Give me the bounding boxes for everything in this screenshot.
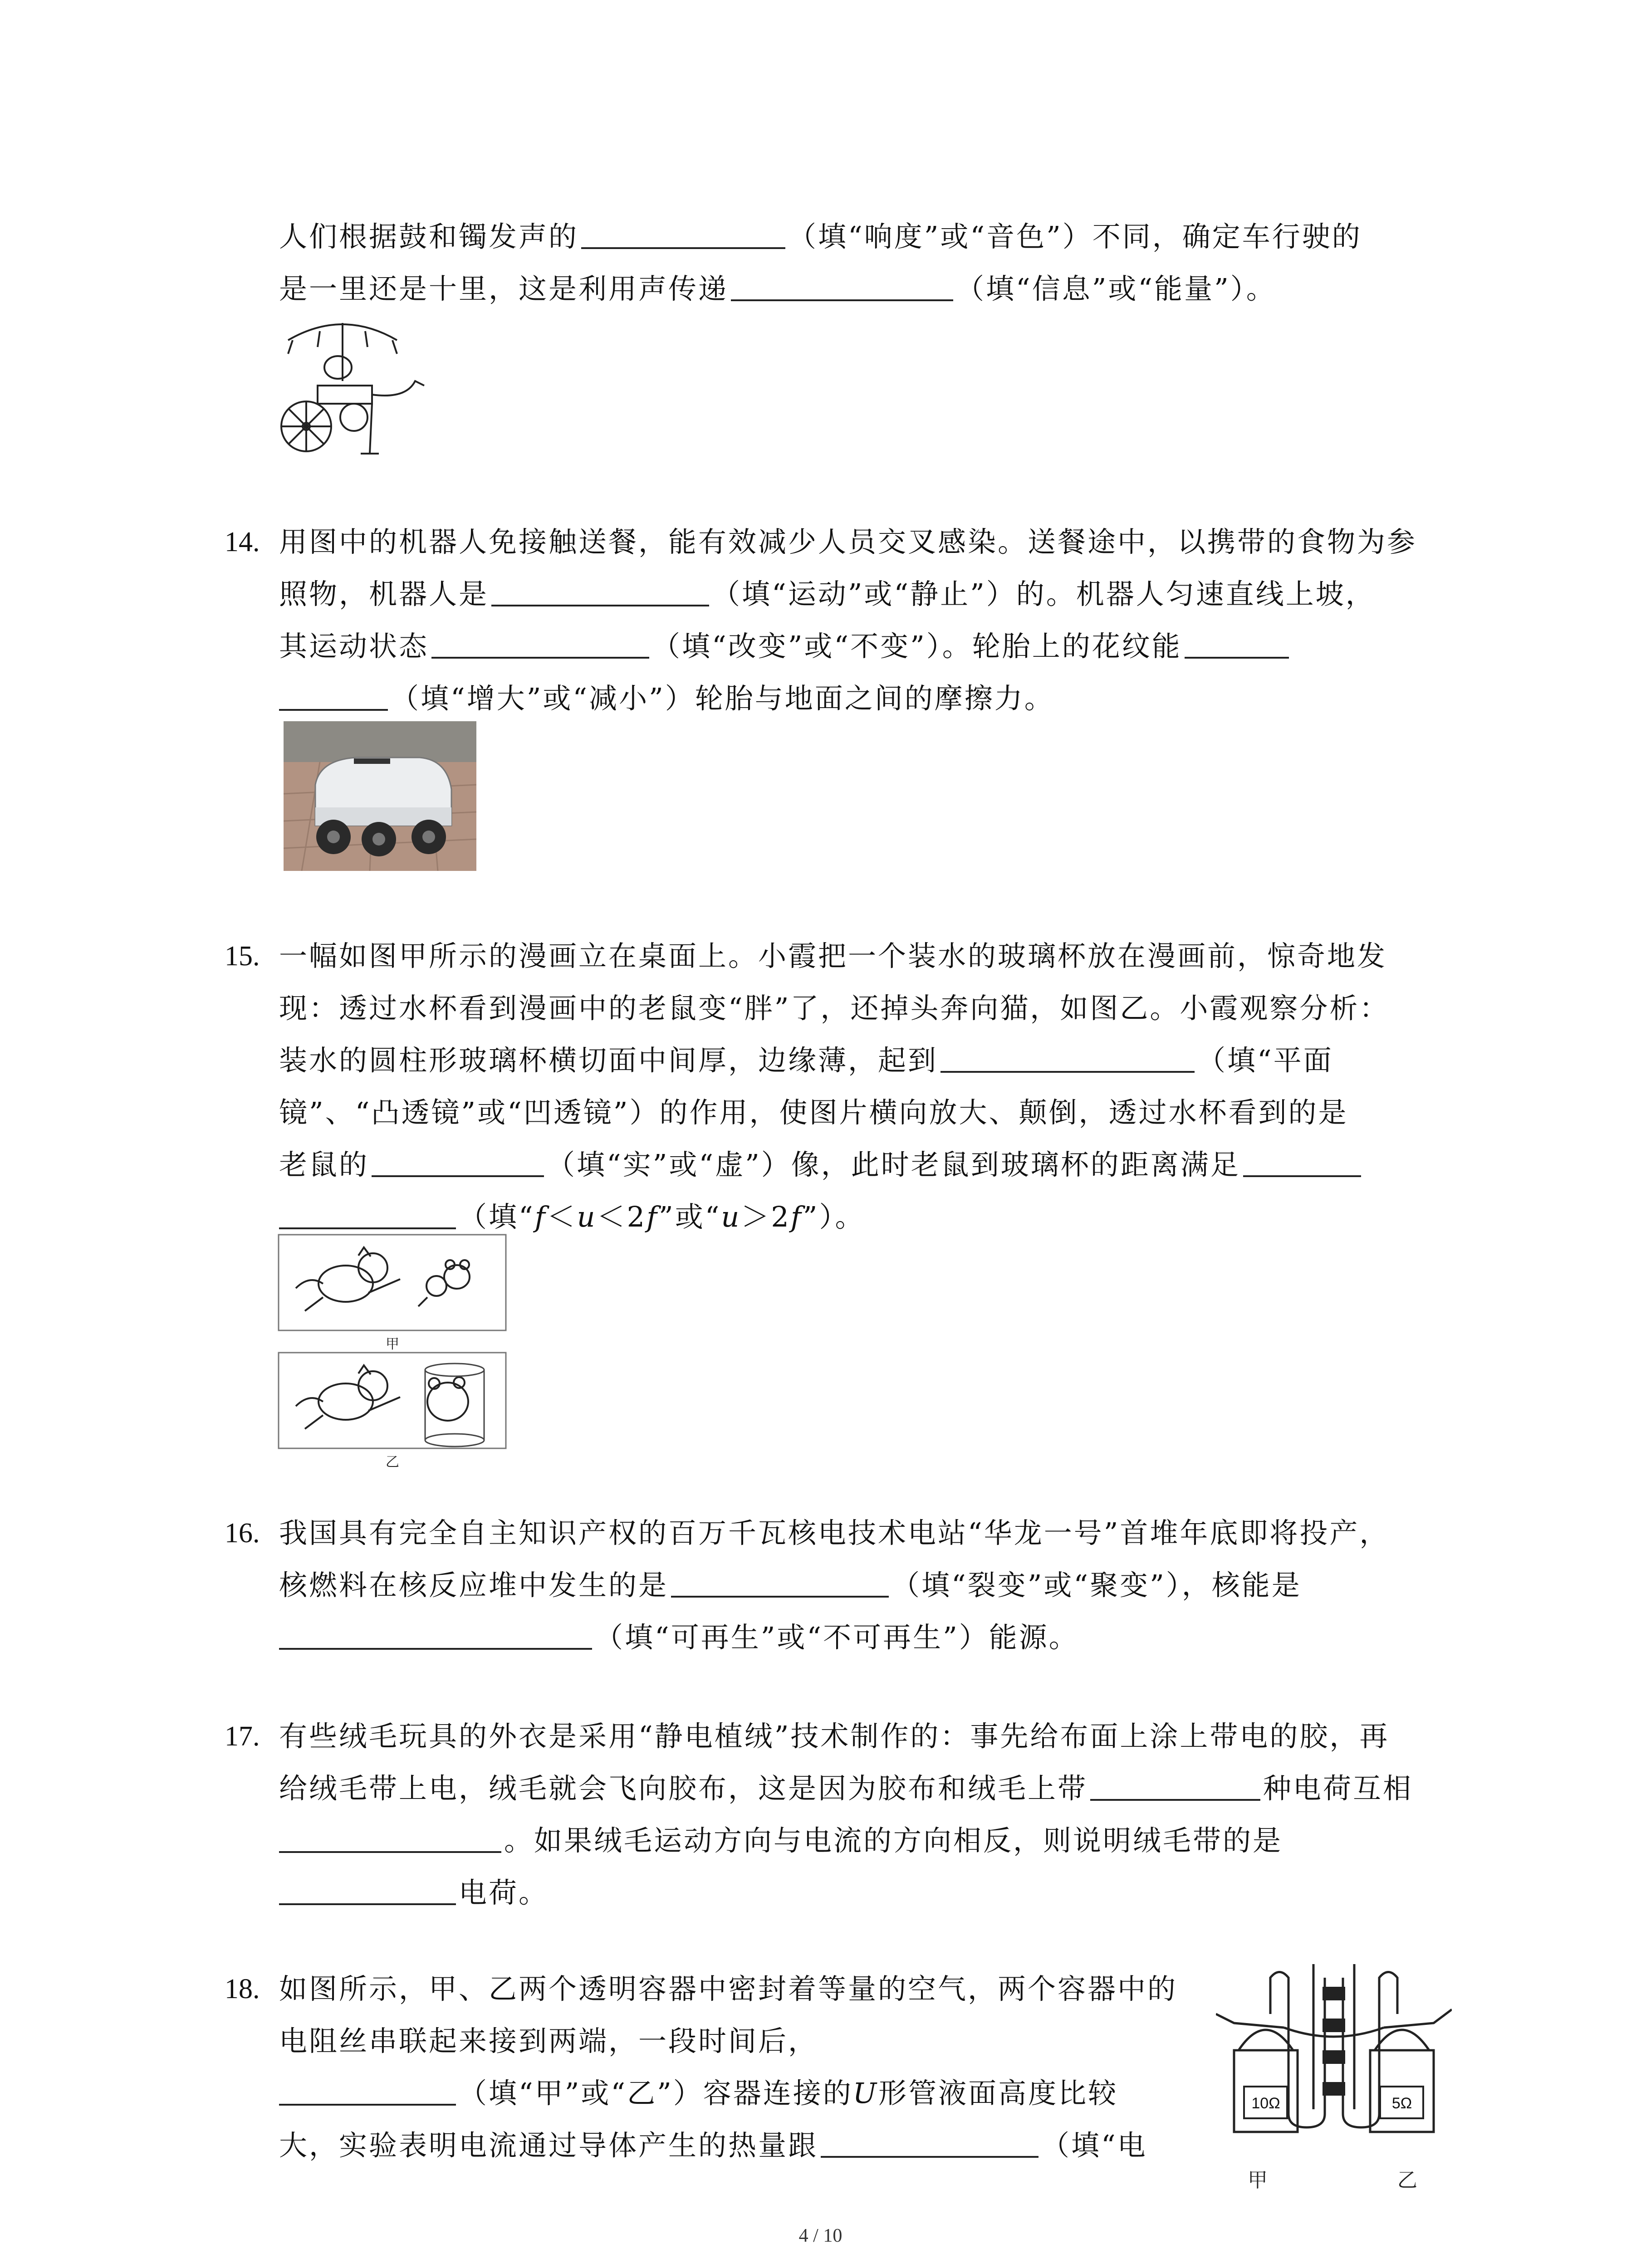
cartoon-figure-yi: [278, 1352, 507, 1449]
math-var: u: [721, 1200, 741, 1233]
q15-line-6: [279, 1199, 865, 1235]
cartoon-figure-jia: [278, 1234, 507, 1331]
q15-text: （填“: [459, 1200, 535, 1233]
q18-text: （填“电: [1041, 2129, 1147, 2162]
math-var: f: [534, 1200, 547, 1233]
q13-line-2: [279, 271, 1276, 307]
figure-caption-jia: 甲: [386, 1336, 399, 1352]
q17-line-2: [279, 1770, 1413, 1807]
q18-text: 大，实验表明电流通过导体产生的热量跟: [279, 2129, 818, 2162]
resistor-label-5: 5Ω: [1391, 2095, 1412, 2112]
answer-blank[interactable]: [731, 271, 953, 301]
joule-heating-apparatus: [1216, 1960, 1452, 2159]
answer-blank[interactable]: [279, 1620, 592, 1650]
q18-text: 形管液面高度比较: [878, 2077, 1118, 2110]
drum-cart-figure: [274, 313, 438, 463]
q15-text: （填“平面: [1197, 1044, 1333, 1077]
q17-text: 种电荷互相: [1263, 1772, 1413, 1805]
q13-text: （填“响度”或“音色”）不同，确定车行驶的: [788, 220, 1362, 253]
q18-line-3: [279, 2075, 1118, 2112]
math-op: ＜2: [597, 1200, 647, 1233]
answer-blank[interactable]: [279, 2076, 456, 2106]
math-op: ＞2: [741, 1200, 791, 1233]
q15-text: ”或“: [659, 1200, 721, 1233]
q18-number: 18.: [225, 1974, 260, 2004]
answer-blank[interactable]: [279, 681, 388, 711]
q15-number: 15.: [225, 941, 260, 972]
q14-text: 照物，机器人是: [279, 577, 489, 611]
q15-line-1: 一幅如图甲所示的漫画立在桌面上。小霞把一个装水的玻璃杯放在漫画前，惊奇地发: [279, 939, 1387, 973]
q18-text: （填“甲”或“乙”）容器连接的: [459, 2077, 853, 2110]
q14-text: （填“改变”或“不变”）。轮胎上的花纹能: [652, 630, 1182, 663]
q15-line-2: 现：透过水杯看到漫画中的老鼠变“胖”了，还掉头奔向猫，如图乙。小霞观察分析：: [279, 992, 1390, 1025]
q15-text: ”）。: [803, 1200, 865, 1233]
page-number: 4 / 10: [798, 2225, 843, 2246]
answer-blank[interactable]: [941, 1043, 1195, 1073]
q14-line-3: [279, 628, 1292, 665]
answer-blank[interactable]: [279, 1823, 501, 1853]
q15-line-5: [279, 1147, 1364, 1183]
q17-number: 17.: [225, 1721, 260, 1752]
q17-text: 电荷。: [459, 1876, 549, 1909]
q15-line-3: [279, 1042, 1333, 1079]
resistor-label-10: 10Ω: [1251, 2095, 1280, 2112]
delivery-robot-photo: [284, 721, 476, 871]
q14-text: （填“运动”或“静止”）的。机器人匀速直线上坡，: [712, 577, 1376, 611]
answer-blank[interactable]: [279, 1875, 456, 1905]
figure-caption-yi: 乙: [386, 1454, 399, 1470]
q17-line-1: 有些绒毛玩具的外衣是采用“静电植绒”技术制作的：事先给布面上涂上带电的胶，再: [279, 1720, 1390, 1753]
q14-number: 14.: [225, 527, 260, 557]
figure-caption-yi: 乙: [1397, 2169, 1417, 2192]
q18-line-2: 电阻丝串联起来接到两端，一段时间后，: [279, 2024, 818, 2058]
q13-text: （填“信息”或“能量”）。: [956, 272, 1276, 305]
answer-blank[interactable]: [671, 1568, 889, 1598]
q16-number: 16.: [225, 1518, 260, 1549]
answer-blank[interactable]: [372, 1147, 544, 1177]
q18-line-4: [279, 2127, 1147, 2164]
q15-line-4: 镜”、“凸透镜”或“凹透镜”）的作用，使图片横向放大、颠倒，透过水杯看到的是: [279, 1096, 1348, 1129]
math-var: U: [852, 2077, 879, 2110]
q13-line-1: [279, 219, 1362, 255]
math-var: u: [577, 1200, 597, 1233]
math-var: f: [790, 1200, 803, 1233]
q16-text: （填“裂变”或“聚变”），核能是: [892, 1569, 1302, 1602]
q18-line-1: 如图所示，甲、乙两个透明容器中密封着等量的空气，两个容器中的: [279, 1972, 1178, 2005]
q16-text: 核燃料在核反应堆中发生的是: [279, 1569, 669, 1602]
q14-line-2: [279, 576, 1376, 612]
answer-blank[interactable]: [581, 219, 785, 249]
q17-text: 给绒毛带上电，绒毛就会飞向胶布，这是因为胶布和绒毛上带: [279, 1772, 1088, 1805]
q16-line-2: [279, 1567, 1302, 1603]
q15-text: 老鼠的: [279, 1148, 369, 1181]
answer-blank[interactable]: [1185, 629, 1289, 659]
answer-blank[interactable]: [1090, 1771, 1260, 1801]
math-var: f: [647, 1200, 659, 1233]
math-op: ＜: [547, 1200, 577, 1233]
q16-line-3: [279, 1619, 1079, 1656]
q17-line-3: [279, 1823, 1283, 1859]
q16-line-1: 我国具有完全自主知识产权的百万千瓦核电技术电站“华龙一号”首堆年底即将投产，: [279, 1516, 1390, 1549]
q14-text: 其运动状态: [279, 630, 429, 663]
q13-text: 人们根据鼓和镯发声的: [279, 220, 579, 253]
q14-line-4: [279, 680, 1054, 717]
q13-text: 是一里还是十里，这是利用声传递: [279, 272, 729, 305]
q17-line-4: [279, 1875, 549, 1911]
q17-text: 。如果绒毛运动方向与电流的方向相反，则说明绒毛带的是: [504, 1824, 1283, 1857]
q14-text: （填“增大”或“减小”）轮胎与地面之间的摩擦力。: [391, 682, 1054, 715]
answer-blank[interactable]: [1243, 1147, 1361, 1177]
q14-line-1: 用图中的机器人免接触送餐，能有效减少人员交叉感染。送餐途中，以携带的食物为参: [279, 525, 1417, 558]
figure-caption-jia: 甲: [1248, 2169, 1268, 2192]
q15-text: 装水的圆柱形玻璃杯横切面中间厚，边缘薄，起到: [279, 1044, 938, 1077]
answer-blank[interactable]: [431, 629, 649, 659]
answer-blank[interactable]: [491, 577, 709, 606]
q16-text: （填“可再生”或“不可再生”）能源。: [595, 1621, 1079, 1654]
answer-blank[interactable]: [279, 1199, 456, 1229]
answer-blank[interactable]: [821, 2128, 1038, 2158]
q15-text: （填“实”或“虚”）像，此时老鼠到玻璃杯的距离满足: [547, 1148, 1240, 1181]
